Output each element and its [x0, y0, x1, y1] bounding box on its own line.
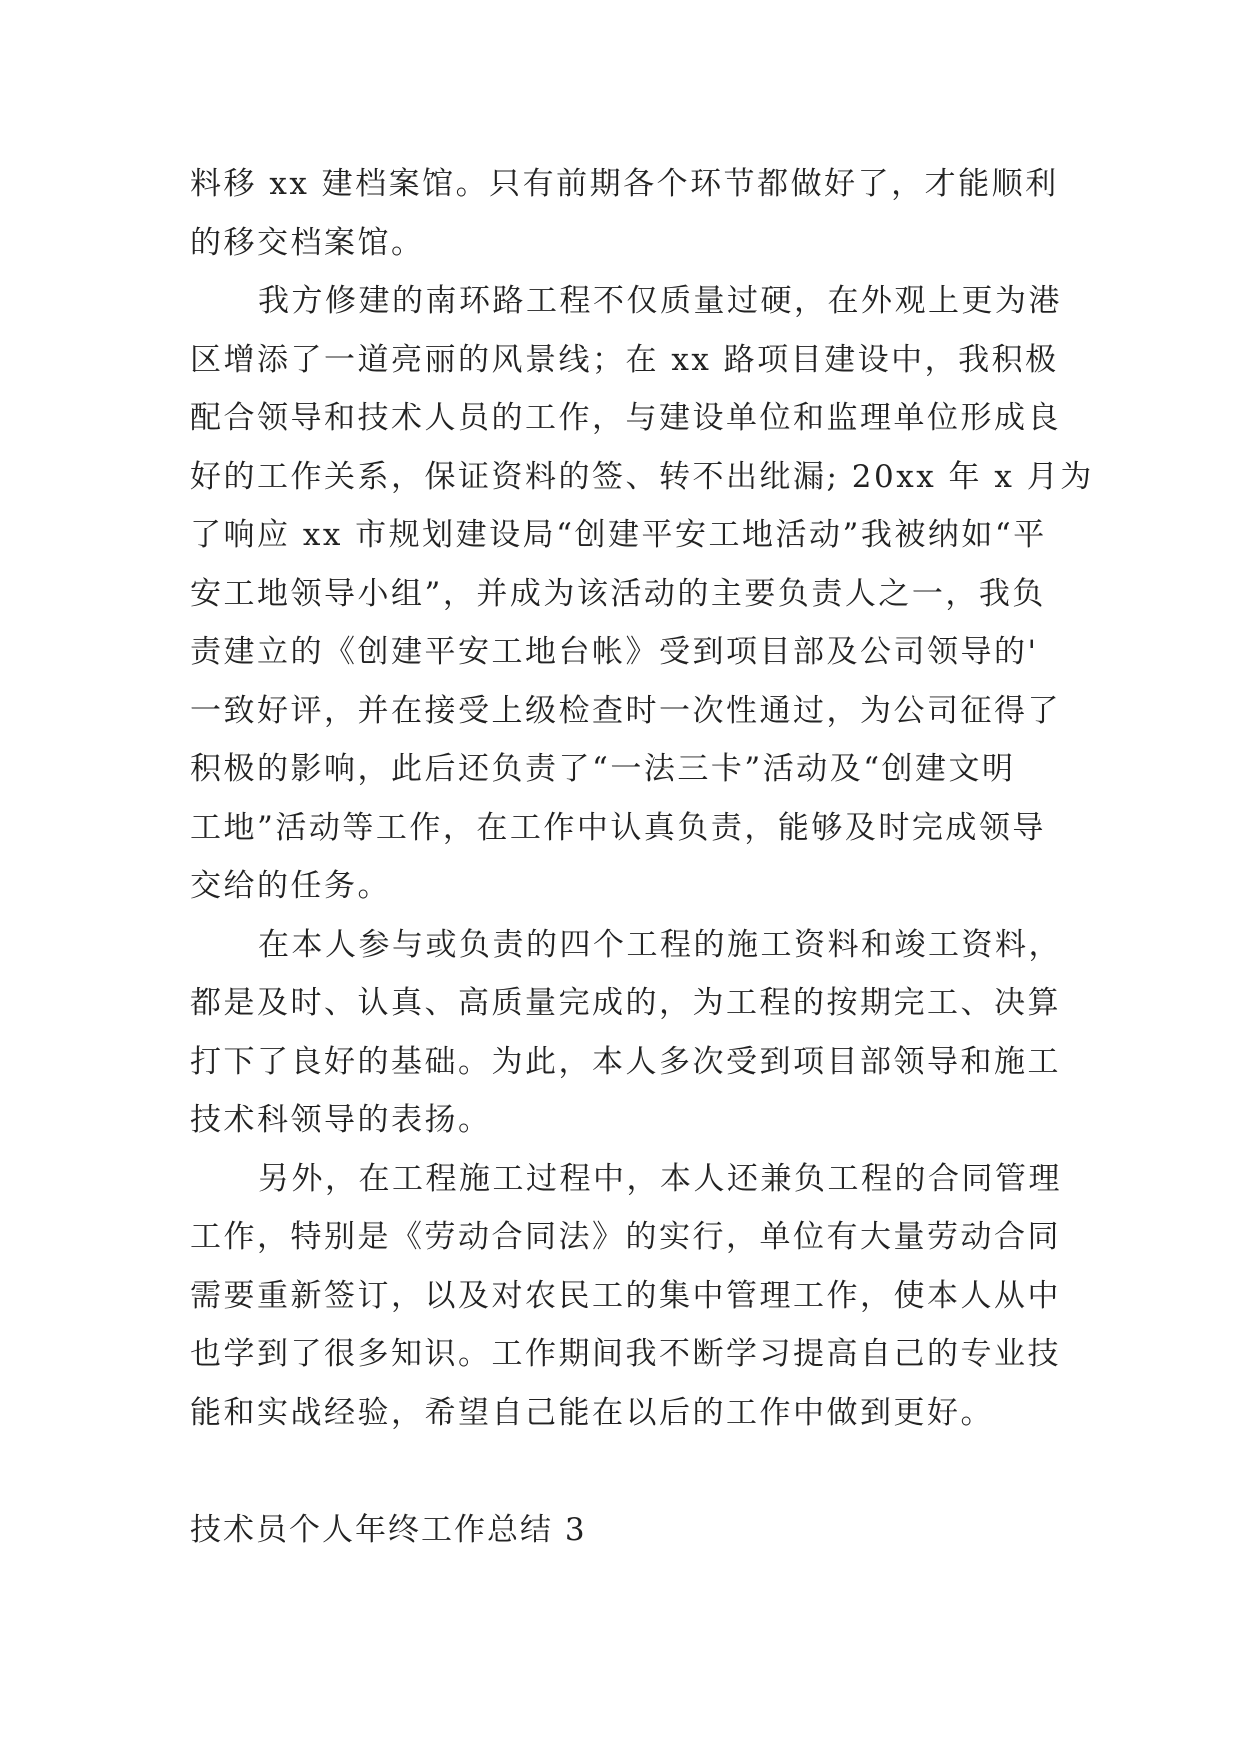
text-line: 技术科领导的表扬。	[190, 1102, 492, 1138]
paragraph	[190, 155, 1059, 272]
text-line: 能和实战经验，希望自己能在以后的工作中做到更好。	[190, 1394, 994, 1431]
paragraph	[190, 916, 1062, 1150]
text-line: 交给的任务。	[190, 868, 391, 904]
text-line: 工作，特别是《劳动合同法》的实行，单位有大量劳动合同	[190, 1219, 1061, 1255]
text-line: 打下了良好的基础。为此，本人多次受到项目部领导和施工	[190, 1043, 1061, 1080]
text-line: 我方修建的南环路工程不仅质量过硬，在外观上更为港	[258, 283, 1062, 319]
document-body	[190, 155, 1094, 1559]
text-line: 的移交档案馆。	[190, 224, 425, 261]
text-line: 在本人参与或负责的四个工程的施工资料和竣工资料，	[258, 926, 1062, 963]
text-line: 责建立的《创建平安工地台帐》受到项目部及公司领导的'	[190, 634, 1039, 670]
text-line: 也学到了很多知识。工作期间我不断学习提高自己的专业技	[190, 1336, 1061, 1372]
paragraph	[190, 1150, 1062, 1443]
paragraph	[190, 272, 1094, 916]
text-line: 配合领导和技术人员的工作，与建设单位和监理单位形成良	[190, 400, 1061, 436]
text-line: 安工地领导小组”，并成为该活动的主要负责人之一，我负	[190, 575, 1046, 612]
text-line: 都是及时、认真、高质量完成的，为工程的按期完工、决算	[190, 985, 1061, 1021]
text-line: 料移 xx 建档案馆。只有前期各个环节都做好了，才能顺利	[190, 166, 1059, 202]
blank-line	[190, 1442, 1050, 1501]
text-line: 另外，在工程施工过程中，本人还兼负工程的合同管理	[258, 1160, 1062, 1197]
section-heading: 技术员个人年终工作总结 3	[190, 1511, 587, 1548]
text-line: 一致好评，并在接受上级检查时一次性通过，为公司征得了	[190, 692, 1061, 729]
text-line: 工地”活动等工作，在工作中认真负责，能够及时完成领导	[190, 809, 1046, 846]
text-line: 区增添了一道亮丽的风景线；在 xx 路项目建设中，我积极	[190, 341, 1059, 378]
text-line: 了响应 xx 市规划建设局“创建平安工地活动”我被纳如“平	[190, 517, 1047, 553]
text-line: 好的工作关系，保证资料的签、转不出纰漏; 20xx 年 x 月为	[190, 458, 1094, 495]
text-line: 积极的影响，此后还负责了“一法三卡”活动及“创建文明	[190, 751, 1016, 787]
text-line: 需要重新签订，以及对农民工的集中管理工作，使本人从中	[190, 1277, 1061, 1314]
